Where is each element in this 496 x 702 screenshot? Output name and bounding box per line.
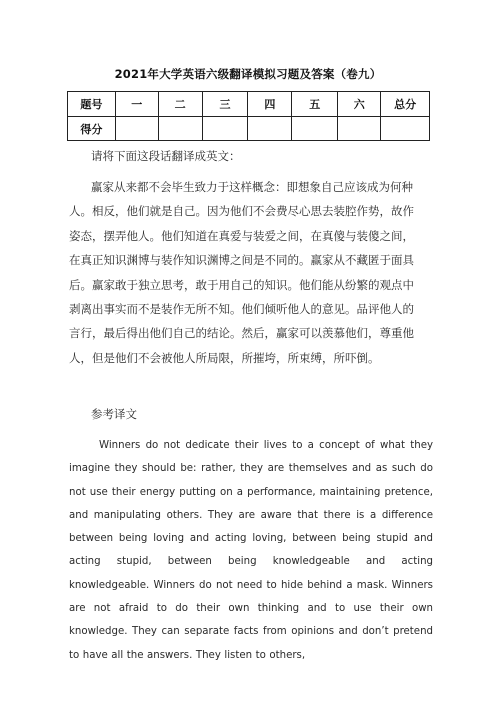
chinese-line: 赢家从来都不会毕生致力于这样概念：即想象自己应该成为何种: [91, 180, 413, 194]
english-translation: Winners do not dedicate their lives to a concept of what they imagine they should be: rather, they are themselves and as such do not use their energy putting on a performance, maintaining pretence, and manipulating others. They are aware that there is a difference between being loving and acting loving, between being stupid and acting stupid, between being knowledgeable and acting knowledgeable. Winners do not need to hide behind a mask. Winners are not afraid to do their own thinking and to use their own knowledge. They can separate facts from opinions and don’t pretend to have all the answers. They listen to others,: [69, 440, 433, 661]
score-cell: [158, 117, 202, 141]
score-table-column: 二: [158, 92, 202, 117]
document-title: 2021年大学英语六级翻译模拟习题及答案（卷九）: [114, 67, 382, 81]
score-cell: [115, 117, 158, 141]
score-table-column: 四: [248, 92, 292, 117]
chinese-line: 言行，最后得出他们自己的结论。然后，赢家可以羡慕他们，尊重他: [69, 326, 414, 341]
reference-translation-label: 参考译文: [91, 407, 137, 421]
chinese-line: 后。赢家敢于独立思考，敢于用自己的知识。他们能从纷繁的观点中: [69, 277, 414, 292]
score-table-column: 三: [202, 92, 248, 117]
score-cell: [248, 117, 292, 141]
score-table-column: 六: [338, 92, 381, 117]
chinese-line: 在真正知识渊博与装作知识渊博之间是不同的。赢家从不藏匿于面具: [69, 253, 414, 268]
score-table-header-label: 题号: [68, 92, 116, 117]
score-table-score-row: [68, 117, 430, 141]
score-cell: [338, 117, 381, 141]
translation-instruction: 请将下面这段话翻译成英文：: [91, 149, 241, 163]
score-cell: [381, 117, 430, 141]
chinese-line: 剥离出事实而不是装作无所不知。他们倾听他人的意见。品评他人的: [69, 302, 414, 317]
chinese-line: 人，但是他们不会被他人所局限，所摧垮，所束缚，所吓倒。: [69, 350, 380, 365]
score-table-header-row: [68, 92, 430, 117]
score-table-column: 总分: [381, 92, 430, 117]
chinese-line: 姿态，摆弄他人。他们知道在真爱与装爱之间，在真傻与装傻之间，: [69, 228, 414, 243]
score-cell: [202, 117, 248, 141]
score-table-column: 五: [292, 92, 338, 117]
chinese-passage: [69, 175, 433, 370]
score-cell: [292, 117, 338, 141]
chinese-line: 人。相反，他们就是自己。因为他们不会费尽心思去装腔作势，故作: [69, 204, 414, 219]
score-table: [67, 91, 430, 141]
score-table-column: 一: [115, 92, 158, 117]
score-table-score-label: 得分: [68, 117, 116, 141]
